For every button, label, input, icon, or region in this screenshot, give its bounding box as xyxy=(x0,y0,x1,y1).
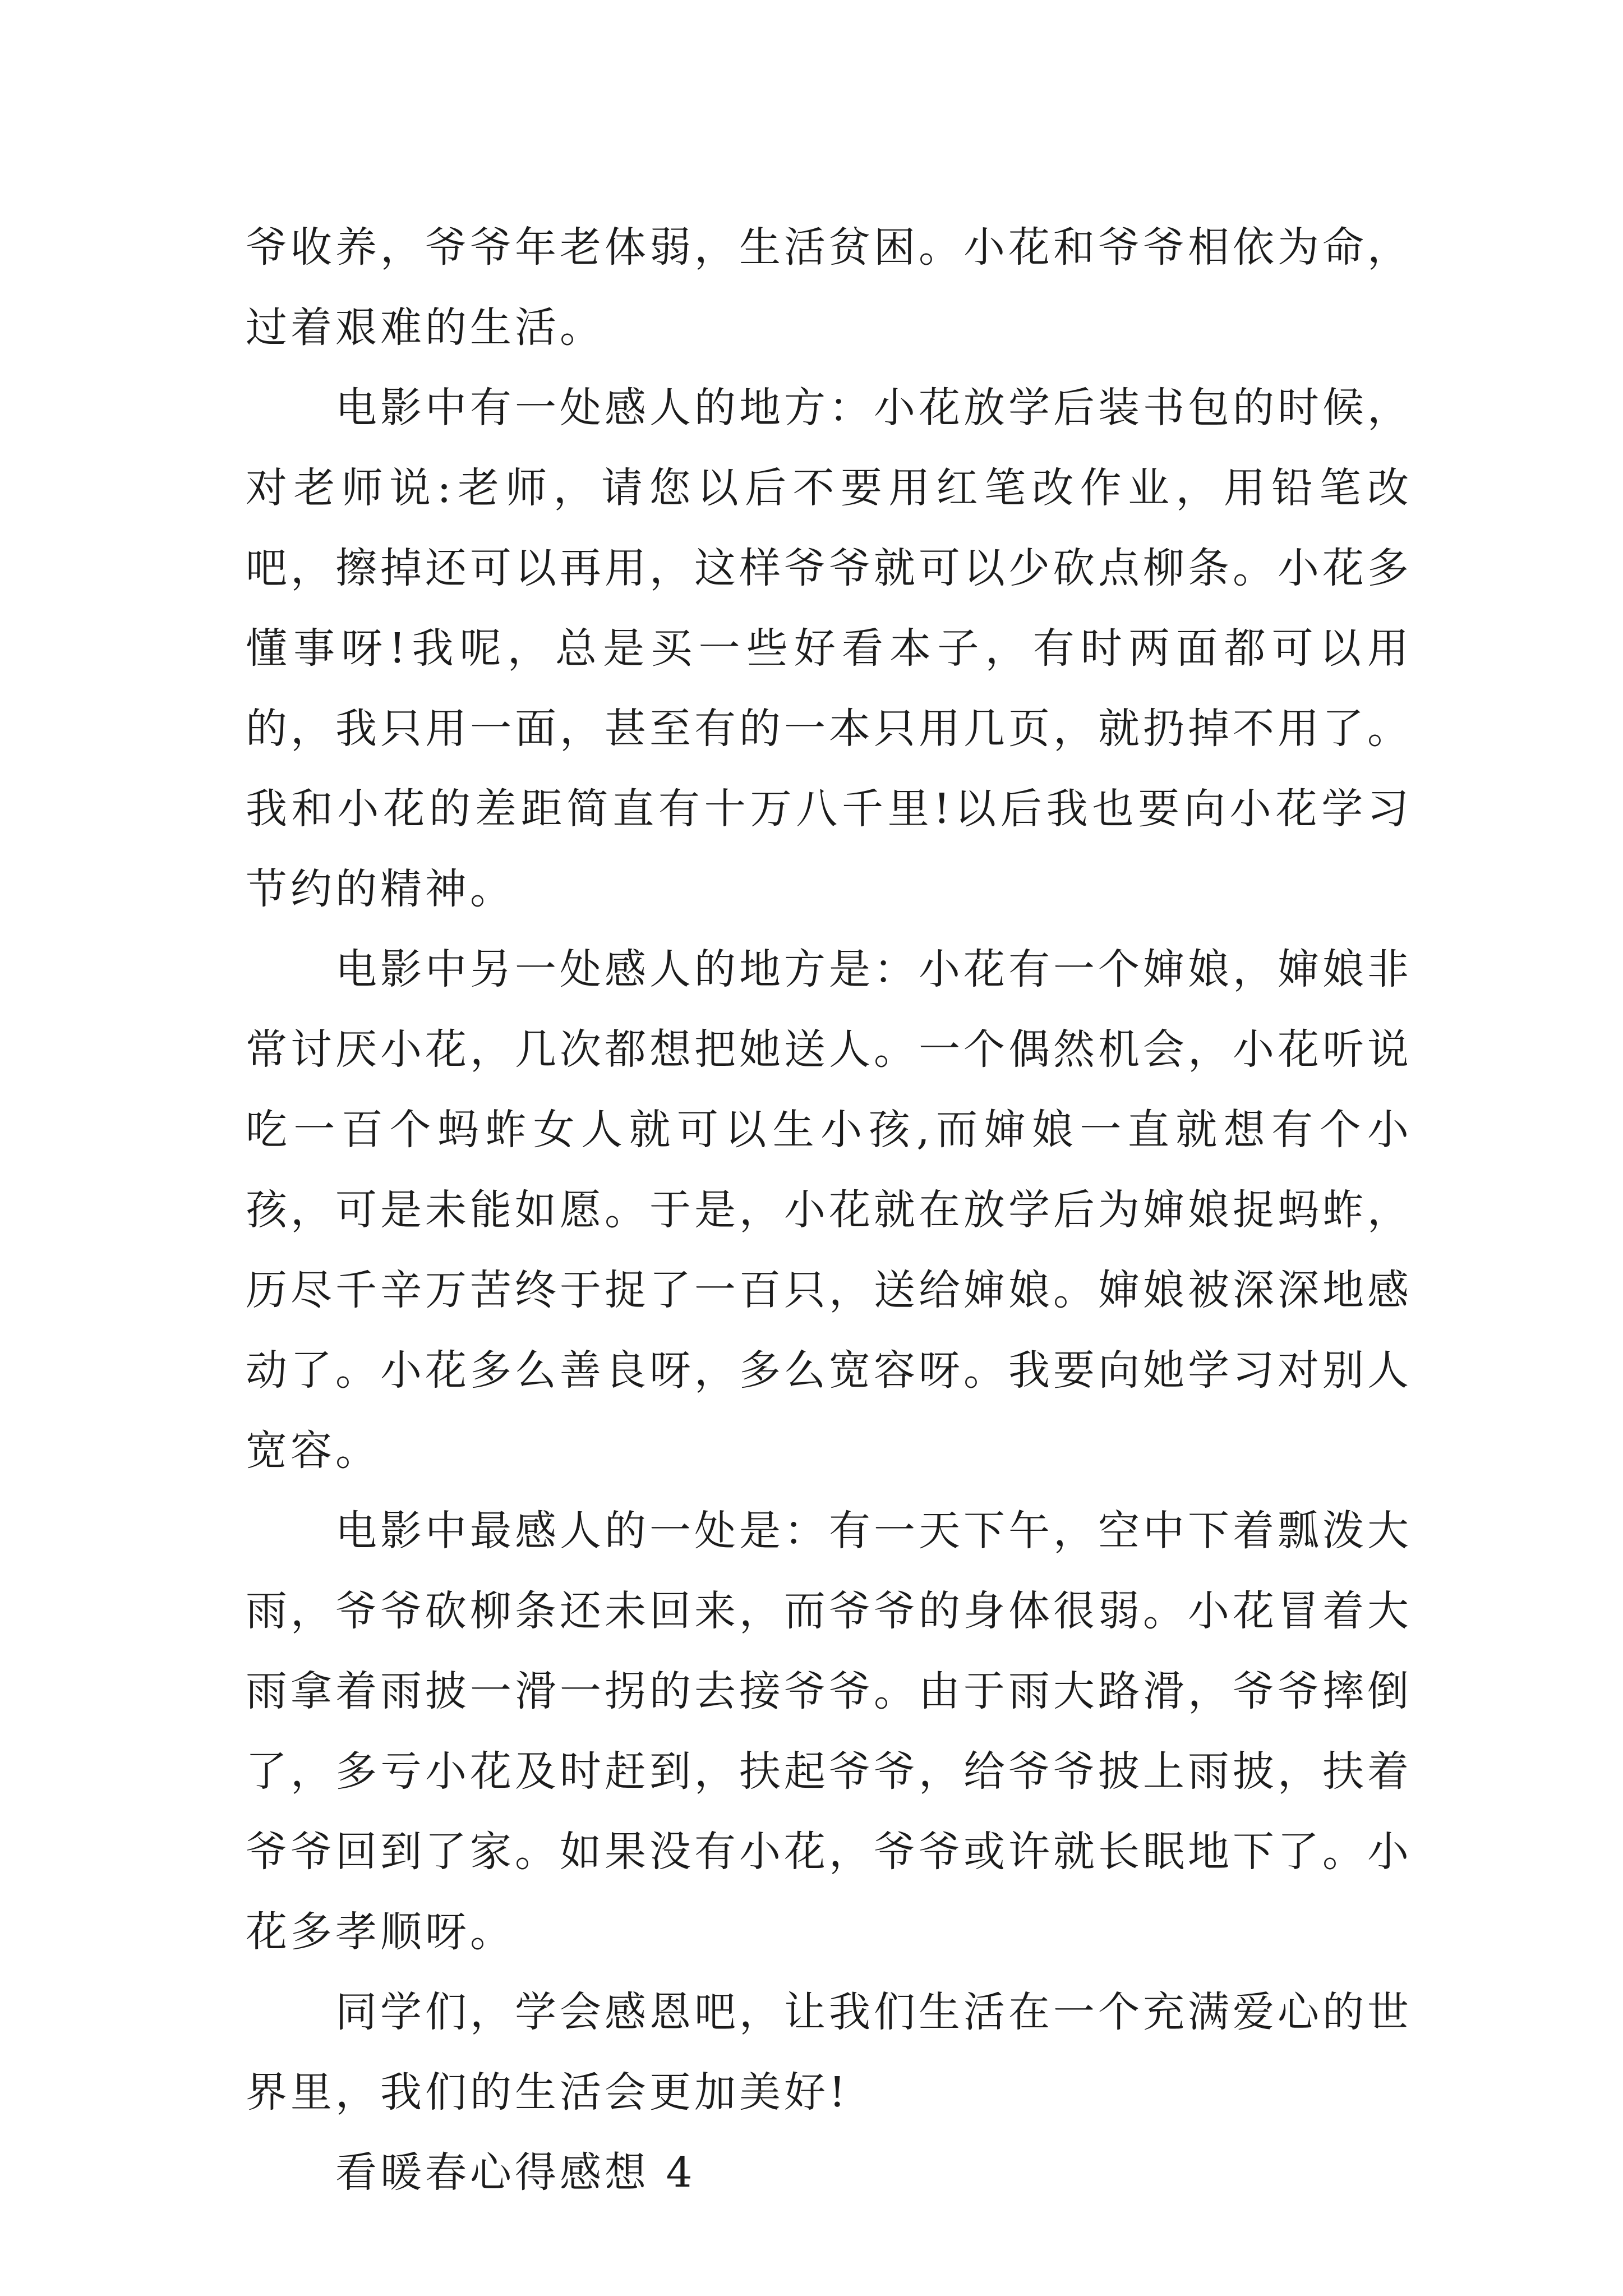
document-body xyxy=(246,208,1412,2213)
section-heading: 看暖春心得感想 4 xyxy=(335,2148,696,2197)
paragraph-aunt: 电影中另一处感人的地方是：小花有一个婶娘，婶娘非常讨厌小花，几次都想把她送人。一个偶然机会，小花听说吃一百个蚂蚱女人就可以生小孩,而婶娘一直就想有个小孩，可是未能如愿。于是，小花就在放学后为婶娘捉蚂蚱，历尽千辛万苦终于捉了一百只，送给婶娘。婶娘被深深地感动了。小花多么善良呀，多么宽容呀。我要向她学习对别人宽容。 xyxy=(246,945,1412,1475)
paragraph-gratitude: 同学们，学会感恩吧，让我们生活在一个充满爱心的世界里，我们的生活会更加美好! xyxy=(246,1988,1412,2116)
paragraph-rain: 电影中最感人的一处是：有一天下午，空中下着瓢泼大雨，爷爷砍柳条还未回来，而爷爷的身体很弱。小花冒着大雨拿着雨披一滑一拐的去接爷爷。由于雨大路滑，爷爷摔倒了，多亏小花及时赶到，扶起爷爷，给爷爷披上雨披，扶着爷爷回到了家。如果没有小花，爷爷或许就长眠地下了。小花多孝顺呀。 xyxy=(246,1507,1412,1956)
paragraph-continuation: 爷收养，爷爷年老体弱，生活贫困。小花和爷爷相依为命，过着艰难的生活。 xyxy=(246,223,1412,352)
paragraph-red-pen: 电影中有一处感人的地方：小花放学后装书包的时候，对老师说:老师，请您以后不要用红笔改作业，用铅笔改吧，擦掉还可以再用，这样爷爷就可以少砍点柳条。小花多懂事呀!我呢，总是买一些好看本子，有时两面都可以用的，我只用一面，甚至有的一本只用几页，就扔掉不用了。我和小花的差距简直有十万八千里!以后我也要向小花学习节约的精神。 xyxy=(246,384,1412,913)
